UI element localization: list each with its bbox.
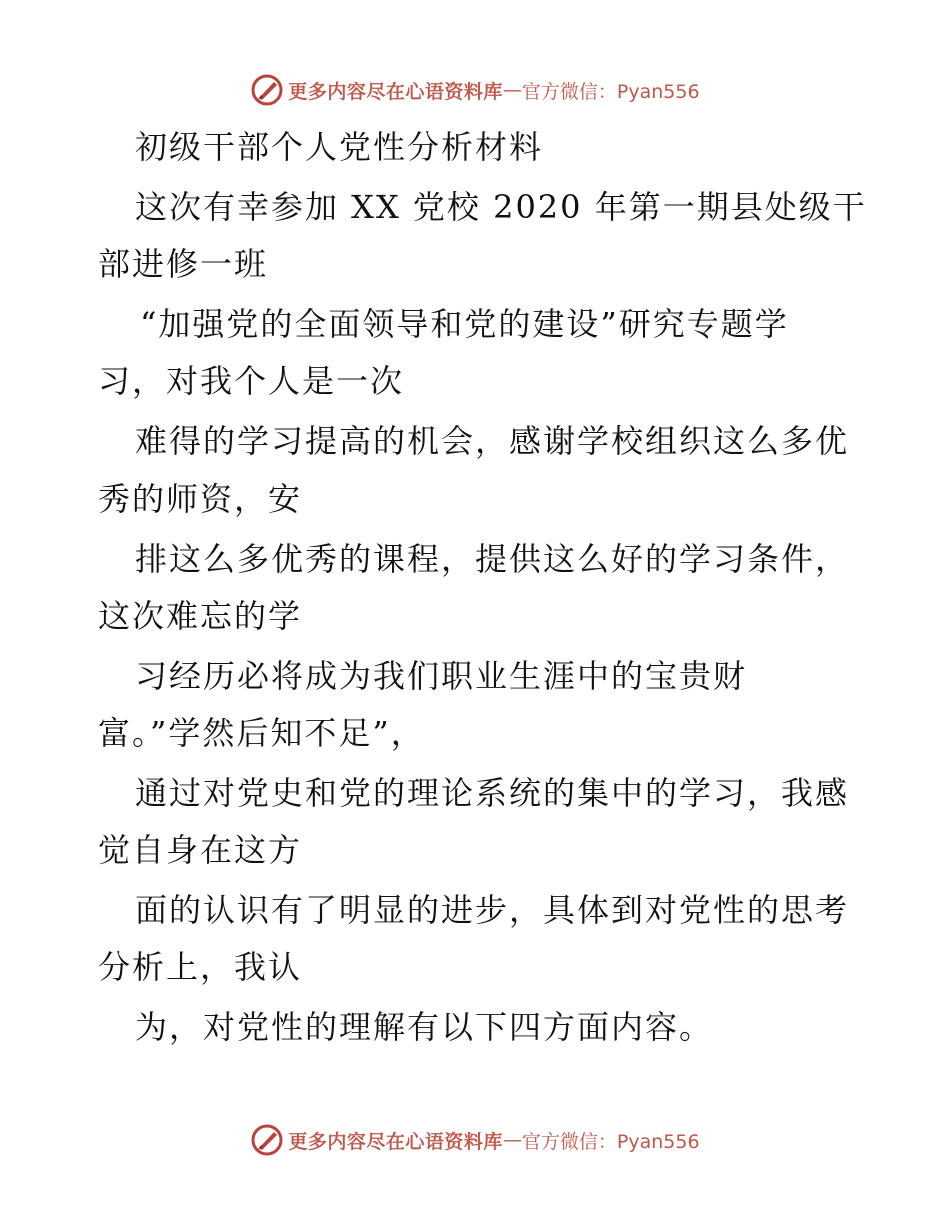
paragraph-line: 这次难忘的学 <box>98 597 303 635</box>
paragraph-line: 分析上，我认 <box>98 948 303 986</box>
watermark-text: 更多内容尽在心语资料库 <box>288 80 503 103</box>
paragraph-line: 通过对党史和党的理论系统的集中的学习，我感 <box>135 774 850 812</box>
paragraph-line: 习，对我个人是一次 <box>98 362 405 400</box>
header-watermark <box>0 70 950 110</box>
quill-logo-icon <box>250 1123 284 1157</box>
paragraph-line: 部进修一班 <box>98 245 269 283</box>
paragraph-line: 排这么多优秀的课程，提供这么好的学习条件， <box>135 540 850 578</box>
paragraph-line: 面的认识有了明显的进步，具体到对党性的思考 <box>135 891 850 929</box>
footer-watermark <box>0 1120 950 1160</box>
watermark-dash: — <box>502 1129 522 1151</box>
watermark-dash: — <box>502 79 522 101</box>
paragraph-line: 习经历必将成为我们职业生涯中的宝贵财 <box>135 657 748 695</box>
paragraph-line: 为，对党性的理解有以下四方面内容。 <box>135 1008 714 1046</box>
watermark-contact: 官方微信：Pyan556 <box>521 1130 700 1153</box>
paragraph-line: 富。”学然后知不足”， <box>98 714 425 752</box>
paragraph-line: 觉自身在这方 <box>98 831 303 869</box>
paragraph-line: 秀的师资，安 <box>98 480 303 518</box>
paragraph-line: 这次有幸参加 XX 党校 2020 年第一期县处级干 <box>135 188 867 226</box>
paragraph-line: 难得的学习提高的机会，感谢学校组织这么多优 <box>135 422 850 460</box>
watermark-text: 更多内容尽在心语资料库 <box>288 1130 503 1153</box>
document-title: 初级干部个人党性分析材料 <box>135 128 544 166</box>
paragraph-line: “加强党的全面领导和党的建设”研究专题学 <box>140 305 789 343</box>
watermark-contact: 官方微信：Pyan556 <box>521 80 700 103</box>
quill-logo-icon <box>250 73 284 107</box>
